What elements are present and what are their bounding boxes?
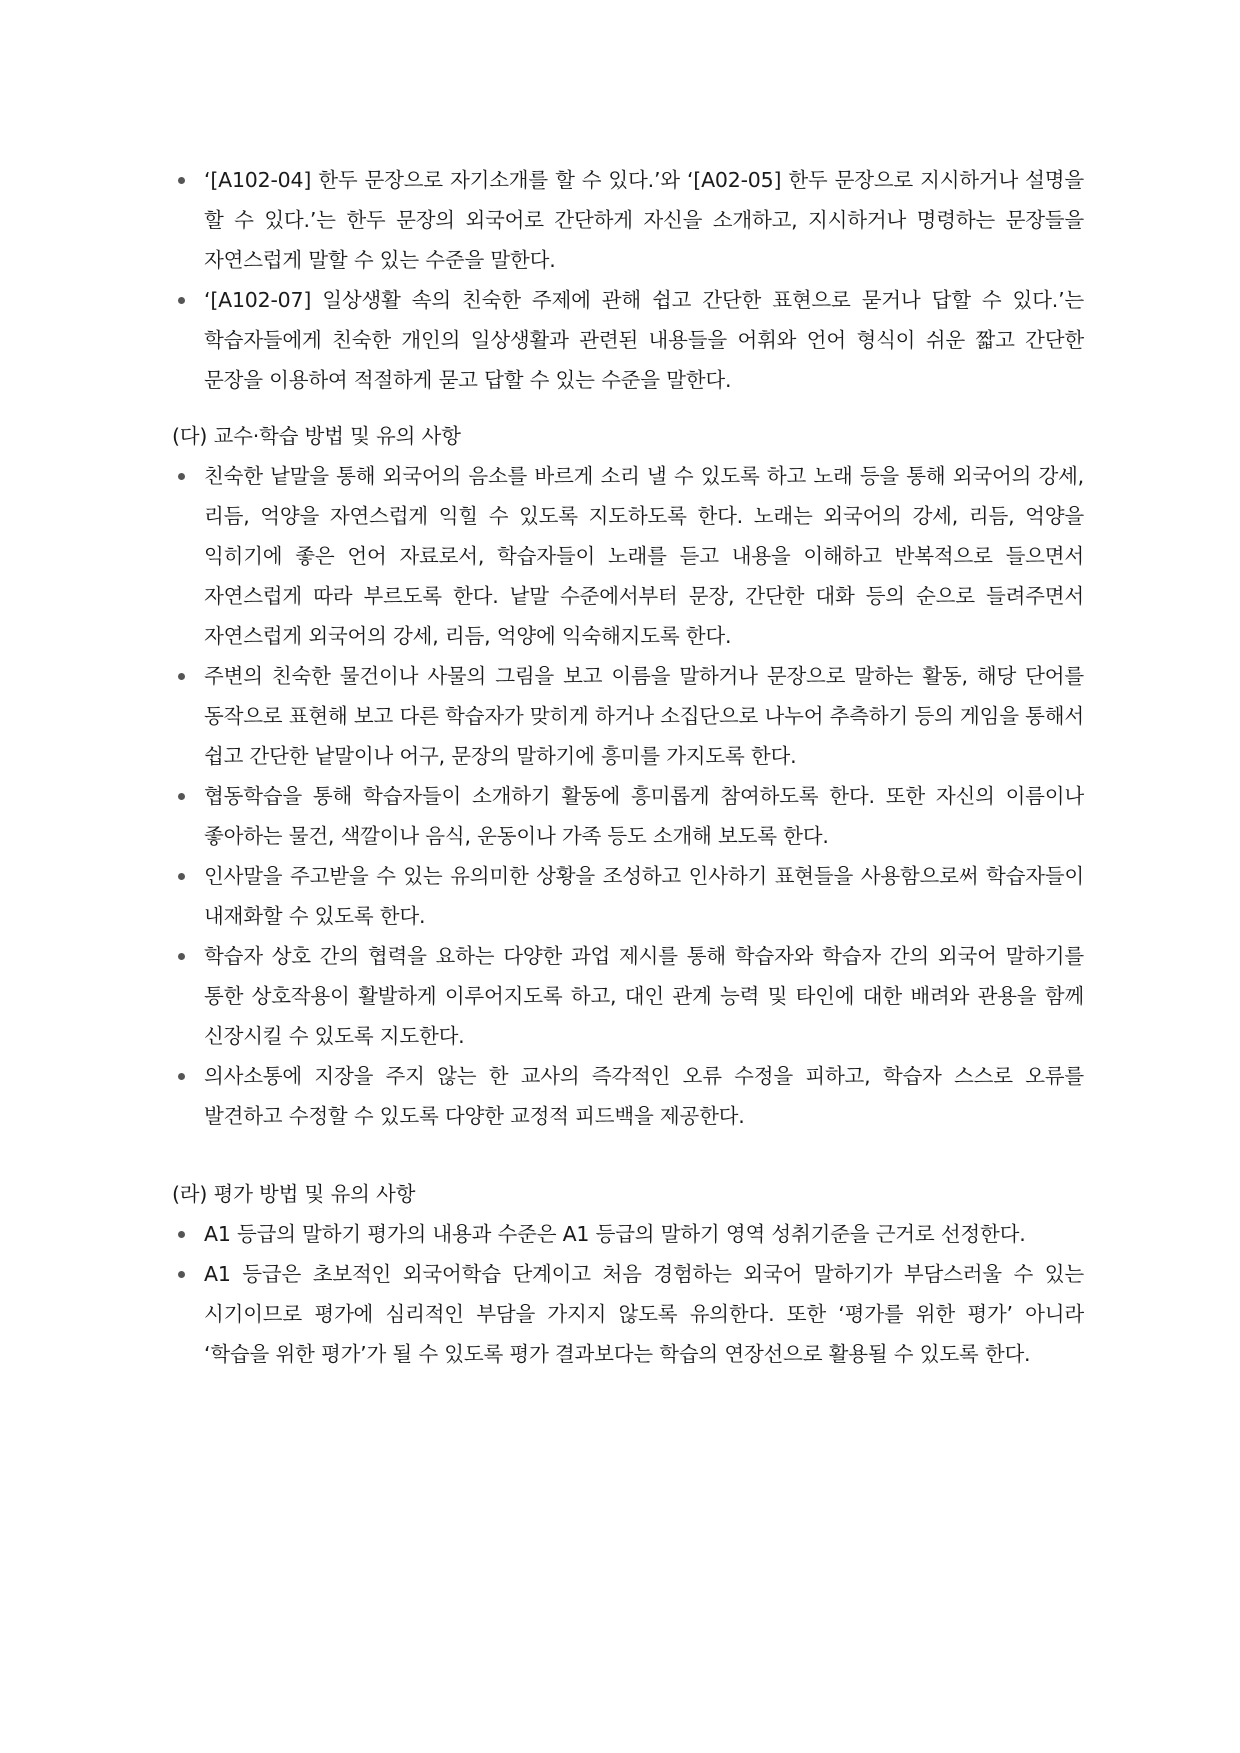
list-item xyxy=(172,1056,1084,1136)
achievement-standard-notes xyxy=(172,160,1084,400)
list-item-text: 인사말을 주고받을 수 있는 유의미한 상황을 조성하고 인사하기 표현들을 사용함으로써 학습자들이 내재화할 수 있도록 한다. xyxy=(204,864,1084,928)
list-item xyxy=(172,856,1084,936)
bullet-icon xyxy=(178,673,185,680)
bullet-icon xyxy=(178,1073,185,1080)
bullet-icon xyxy=(178,953,185,960)
list-item-text: 의사소통에 지장을 주지 않는 한 교사의 즉각적인 오류 수정을 피하고, 학습자 스스로 오류를 발견하고 수정할 수 있도록 다양한 교정적 피드백을 제공한다. xyxy=(204,1064,1084,1128)
bullet-icon xyxy=(178,1271,185,1278)
section-heading-evaluation: (라) 평가 방법 및 유의 사항 xyxy=(172,1182,416,1206)
bullet-icon xyxy=(178,177,185,184)
list-item xyxy=(172,1214,1084,1254)
evaluation-method-list xyxy=(172,1214,1084,1374)
bullet-icon xyxy=(178,297,185,304)
list-item-text: 친숙한 낱말을 통해 외국어의 음소를 바르게 소리 낼 수 있도록 하고 노래 등을 통해 외국어의 강세, 리듬, 억양을 자연스럽게 익힐 수 있도록 지도하도록 한다. 노래는 외국어의 강세, 리듬, 억양을 익히기에 좋은 언어 자료로서, 학습자들이 노래를 듣고 내용을 이해하고 반복적으로 들으면서 자연스럽게 따라 부르도록 한다. 낱말 수준에서부터 문장, 간단한 대화 등의 순으로 들려주면서 자연스럽게 외국어의 강세, 리듬, 억양에 익숙해지도록 한다. xyxy=(204,464,1084,648)
section-spacer xyxy=(172,1136,1084,1174)
document-body xyxy=(172,160,1084,1374)
list-item-text: ‘[A102-04] 한두 문장으로 자기소개를 할 수 있다.’와 ‘[A02-05] 한두 문장으로 지시하거나 설명을 할 수 있다.’는 한두 문장의 외국어로 간단하게 자신을 소개하고, 지시하거나 명령하는 문장들을 자연스럽게 말할 수 있는 수준을 말한다. xyxy=(204,168,1084,272)
list-item-text: 학습자 상호 간의 협력을 요하는 다양한 과업 제시를 통해 학습자와 학습자 간의 외국어 말하기를 통한 상호작용이 활발하게 이루어지도록 하고, 대인 관계 능력 및 타인에 대한 배려와 관용을 함께 신장시킬 수 있도록 지도한다. xyxy=(204,944,1084,1048)
bullet-icon xyxy=(178,473,185,480)
list-item xyxy=(172,160,1084,280)
section-heading-teaching: (다) 교수·학습 방법 및 유의 사항 xyxy=(172,424,461,448)
bullet-icon xyxy=(178,1231,185,1238)
list-item xyxy=(172,656,1084,776)
list-item-text: ‘[A102-07] 일상생활 속의 친숙한 주제에 관해 쉽고 간단한 표현으로 묻거나 답할 수 있다.’는 학습자들에게 친숙한 개인의 일상생활과 관련된 내용들을 어휘와 언어 형식이 쉬운 짧고 간단한 문장을 이용하여 적절하게 묻고 답할 수 있는 수준을 말한다. xyxy=(204,288,1084,392)
bullet-icon xyxy=(178,793,185,800)
list-item xyxy=(172,776,1084,856)
list-item-text: 협동학습을 통해 학습자들이 소개하기 활동에 흥미롭게 참여하도록 한다. 또한 자신의 이름이나 좋아하는 물건, 색깔이나 음식, 운동이나 가족 등도 소개해 보도록 한다. xyxy=(204,784,1084,848)
section-spacer xyxy=(172,400,1084,416)
list-item-text: A1 등급의 말하기 평가의 내용과 수준은 A1 등급의 말하기 영역 성취기준을 근거로 선정한다. xyxy=(204,1222,1026,1246)
list-item-text: A1 등급은 초보적인 외국어학습 단계이고 처음 경험하는 외국어 말하기가 부담스러울 수 있는 시기이므로 평가에 심리적인 부담을 가지지 않도록 유의한다. 또한 ‘평가를 위한 평가’ 아니라 ‘학습을 위한 평가’가 될 수 있도록 평가 결과보다는 학습의 연장선으로 활용될 수 있도록 한다. xyxy=(204,1262,1084,1366)
bullet-icon xyxy=(178,873,185,880)
list-item xyxy=(172,456,1084,656)
list-item xyxy=(172,1254,1084,1374)
teaching-method-list xyxy=(172,456,1084,1136)
list-item-text: 주변의 친숙한 물건이나 사물의 그림을 보고 이름을 말하거나 문장으로 말하는 활동, 해당 단어를 동작으로 표현해 보고 다른 학습자가 맞히게 하거나 소집단으로 나누어 추측하기 등의 게임을 통해서 쉽고 간단한 낱말이나 어구, 문장의 말하기에 흥미를 가지도록 한다. xyxy=(204,664,1084,768)
list-item xyxy=(172,936,1084,1056)
list-item xyxy=(172,280,1084,400)
